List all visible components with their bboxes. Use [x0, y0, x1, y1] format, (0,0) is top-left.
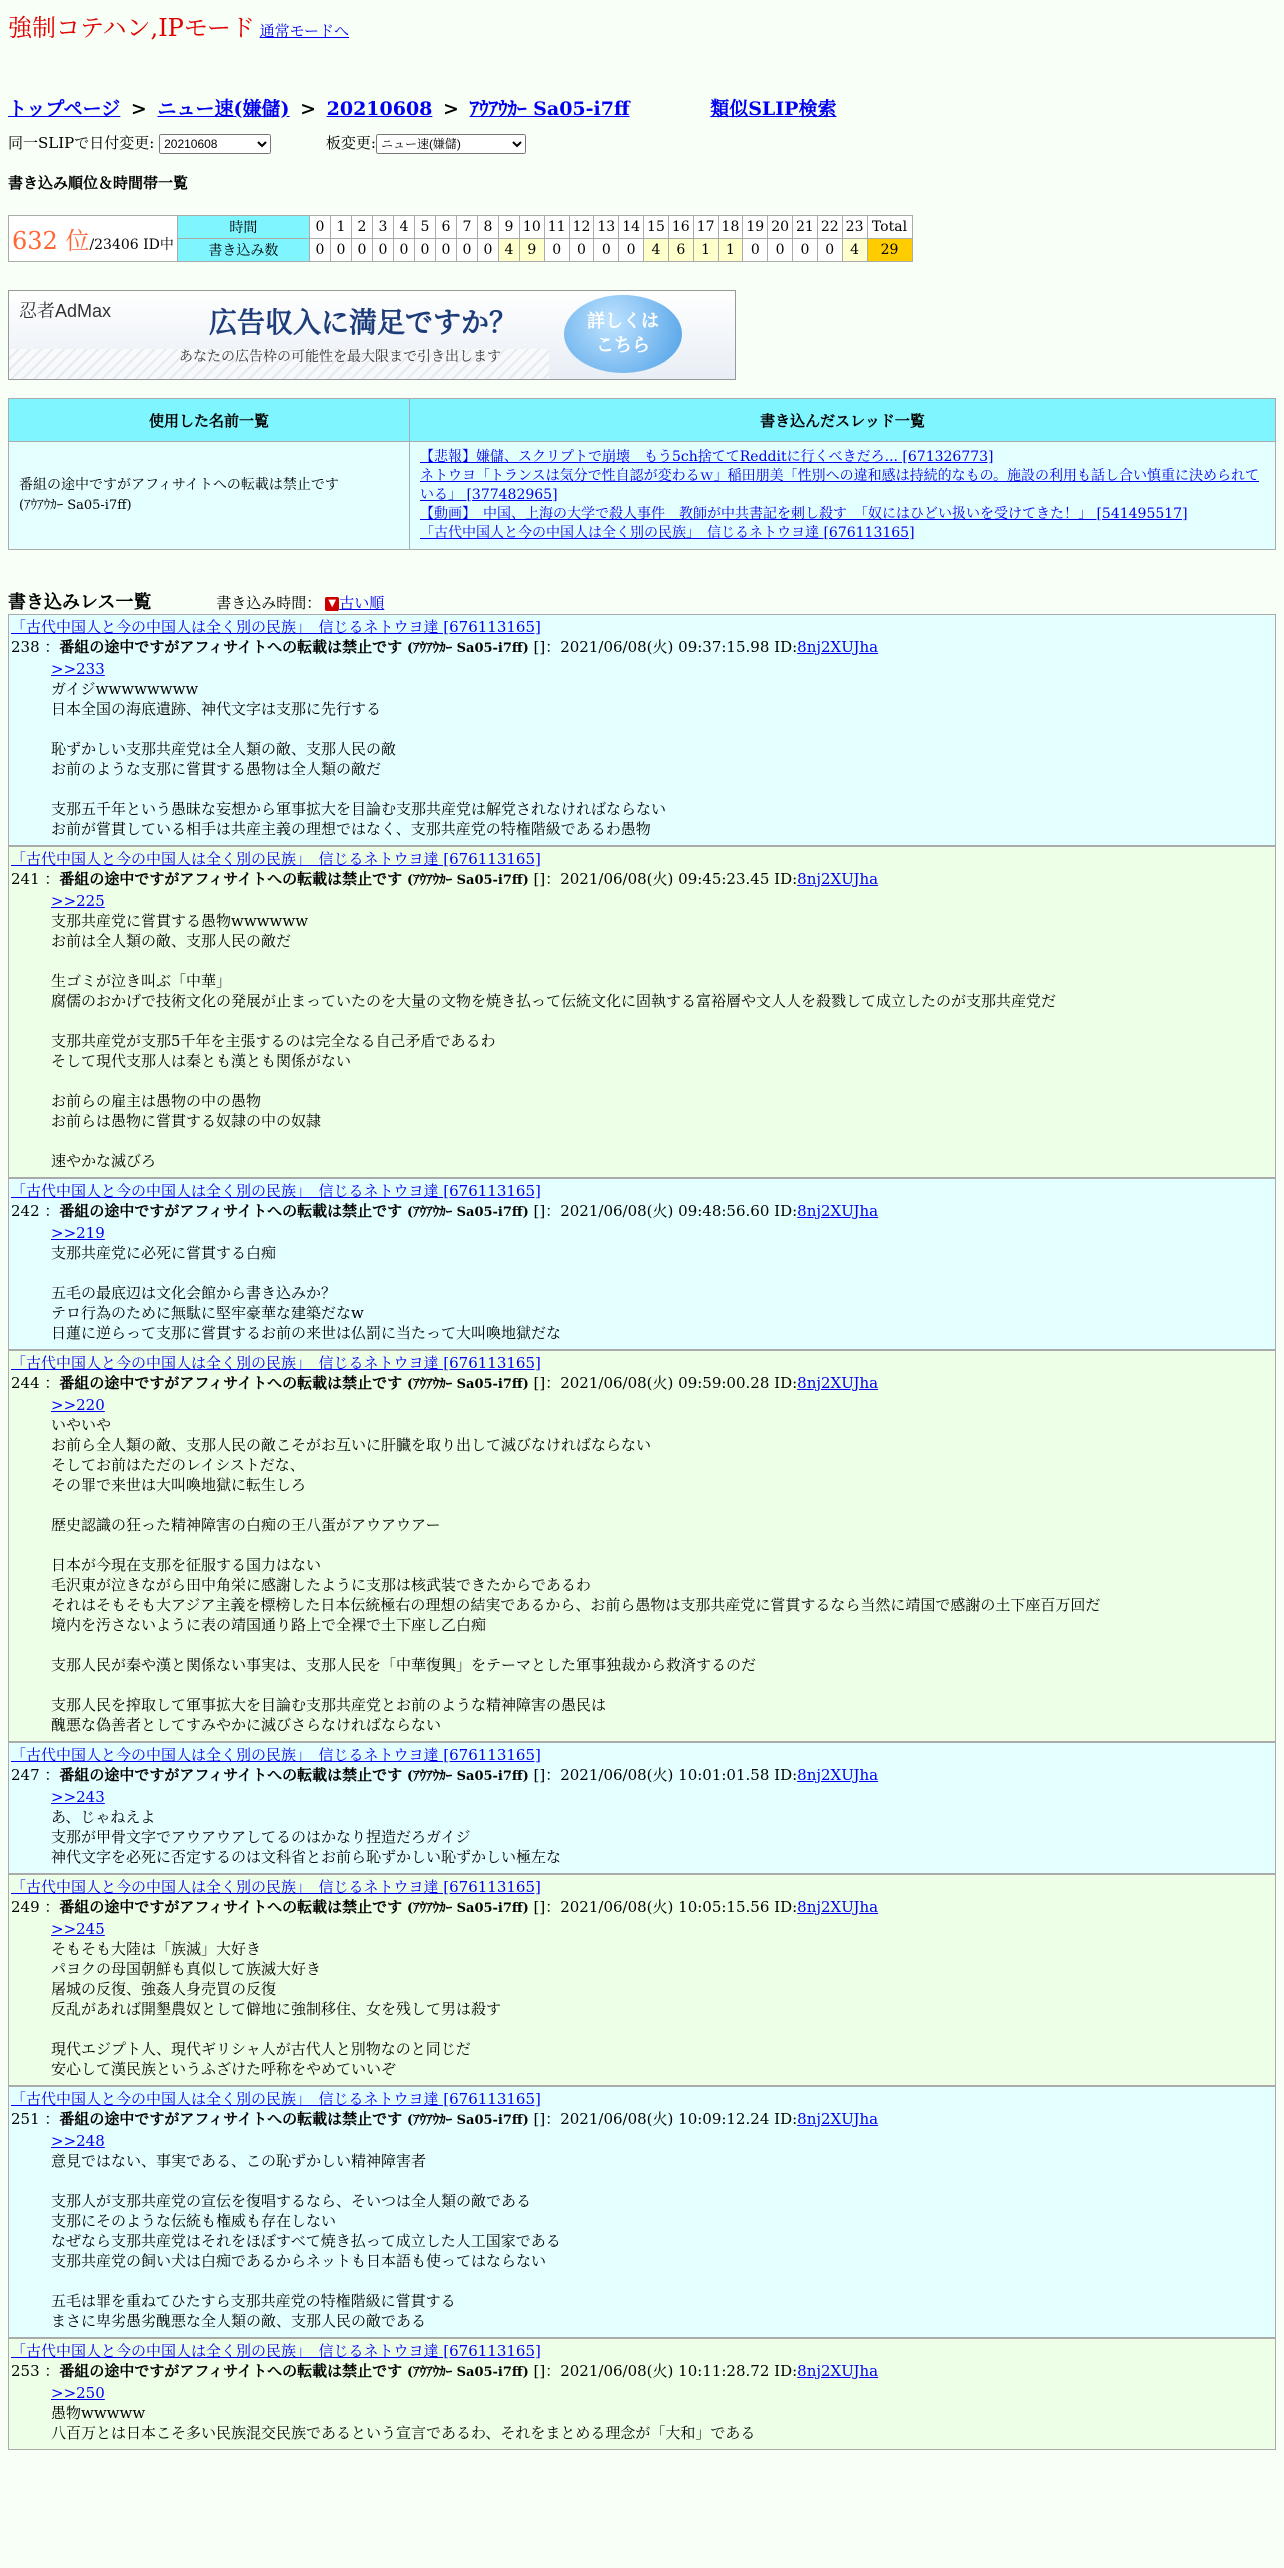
sort-down-icon[interactable]: ▼: [325, 597, 339, 611]
time-label: 時間: [177, 216, 309, 239]
mode-line: [8, 8, 1276, 42]
post-name: 番組の途中ですがアフィサイトへの転載は禁止です: [59, 1898, 403, 1916]
breadcrumb-date-link[interactable]: 20210608: [326, 98, 433, 120]
count-cell: 4: [842, 239, 867, 262]
post-name: 番組の途中ですがアフィサイトへの転載は禁止です: [59, 2110, 403, 2128]
hour-cell: 17: [693, 216, 718, 239]
post-meta: [11, 869, 1273, 891]
date-change-label: 同一SLIPで日付変更:: [8, 134, 155, 152]
post-text: 支那共産党に必死に嘗貫する白痴 五毛の最底辺は文化会館から書き込みか？ テロ行為のために無駄に堅牢豪華な建築だなw 日蓮に逆らって支那に嘗貫するお前の来世は仏罰に当たって大叫喚地獄だな: [51, 1244, 562, 1342]
hour-cell: 1: [330, 216, 351, 239]
count-cell: 4: [644, 239, 669, 262]
count-cell: 0: [544, 239, 569, 262]
post-anchor-link[interactable]: >>233: [51, 660, 105, 678]
count-cell: 0: [594, 239, 619, 262]
name-thread-table: [8, 398, 1276, 550]
breadcrumb-slip-link[interactable]: ｱｳｱｳｶｰ Sa05-i7ff: [469, 98, 630, 120]
post-trip: (ｱｳｱｳｶｰ Sa05-i7ff): [406, 1205, 529, 1220]
ad-logo: 忍者AdMax: [19, 301, 112, 321]
post: [8, 1742, 1276, 1874]
count-cell: 0: [793, 239, 818, 262]
post-date: []：2021/06/08(火) 09:37:15.98 ID:: [533, 638, 798, 656]
breadcrumb: [8, 94, 1276, 122]
post-name: 番組の途中ですがアフィサイトへの転載は禁止です: [59, 1766, 403, 1784]
hour-cell: 4: [393, 216, 414, 239]
post-meta: [11, 2109, 1273, 2131]
post-number: 238 ：: [11, 638, 60, 656]
post-number: 253 ：: [11, 2362, 60, 2380]
names-cell: [9, 442, 410, 550]
post-trip: (ｱｳｱｳｶｰ Sa05-i7ff): [406, 873, 529, 888]
count-label: 書き込み数: [177, 239, 309, 262]
count-cell: 6: [668, 239, 693, 262]
hour-cell: 3: [372, 216, 393, 239]
post-trip: (ｱｳｱｳｶｰ Sa05-i7ff): [406, 1377, 529, 1392]
post-text: いやいや お前ら全人類の敵、支那人民の敵こそがお互いに肝臓を取り出して滅びなければならない そしてお前はただのレイシストだな、 その罪で来世は大叫喚地獄に転生しろ 歴史認識の狂った精神障害の白痴の王八蛋がアウアウアー 日本が今現在支那を征服する国力はない 毛沢東が泣きながら田中角栄に感謝したように支那は核武装できたからであるわ それはそもそも大アジア主義を標榜した日本伝統極右の理想の結実であるから、お前ら愚物は支那共産党に嘗貫するなら当然に靖国で感謝の土下座百万回だ 境内を汚さないように表の靖国通り路上で全裸で土下座し乙白痴 支那人民が秦や漢と関係ない事実は、支那人民を「中華復興」をテーマとした軍事独裁から救済するのだ 支那人民を搾取して軍事拡大を目論む支那共産党とお前のような精神障害の愚民は 醜悪な偽善者としてすみやかに滅びさらなければならない: [51, 1416, 1101, 1734]
post-header: [11, 2089, 1273, 2109]
hour-cell: 18: [718, 216, 743, 239]
hour-cell: 21: [793, 216, 818, 239]
normal-mode-link[interactable]: 通常モードへ: [259, 22, 350, 40]
post-id-link[interactable]: 8nj2XUJha: [797, 1202, 879, 1220]
post-name: 番組の途中ですがアフィサイトへの転載は禁止です: [59, 870, 403, 888]
post-anchor-link[interactable]: >>243: [51, 1788, 105, 1806]
post-meta: [11, 2361, 1273, 2383]
hour-cell: 2: [351, 216, 372, 239]
hour-cell: 5: [414, 216, 435, 239]
post-thread-link[interactable]: 「古代中国人と今の中国人は全く別の民族」 信じるネトウヨ達 [676113165]: [11, 850, 541, 868]
count-cell: 0: [743, 239, 768, 262]
post-body: [11, 2383, 1273, 2443]
breadcrumb-top-link[interactable]: トップページ: [8, 98, 121, 120]
post-anchor-link[interactable]: >>250: [51, 2384, 105, 2402]
post-number: 247 ：: [11, 1766, 60, 1784]
post-trip: (ｱｳｱｳｶｰ Sa05-i7ff): [406, 2113, 529, 2128]
post-body: [11, 1919, 1273, 2079]
hour-cell: 6: [435, 216, 456, 239]
hour-cell: 13: [594, 216, 619, 239]
post-trip: (ｱｳｱｳｶｰ Sa05-i7ff): [406, 1901, 529, 1916]
hour-cell: 15: [644, 216, 669, 239]
post-number: 242 ：: [11, 1202, 60, 1220]
ranking-section-title: 書き込み順位＆時間帯一覧: [8, 174, 189, 192]
post-text: 意見ではない、事実である、この恥ずかしい精神障害者 支那人が支那共産党の宣伝を復唱するなら、そいつは全人類の敵である 支那にそのような伝統も権威も存在しない なぜなら支那共産党はそれをほぼすべて焼き払って成立した人工国家である 支那共産党の飼い犬は白痴であるからネットも日本語も使ってはならない 五毛は罪を重ねてひたすら支那共産党の特権階級に嘗貫する まさに卑劣愚劣醜悪な全人類の敵、支那人民の敵である: [51, 2152, 561, 2330]
post-body: [11, 1787, 1273, 1867]
post-body: [11, 2131, 1273, 2331]
ad-banner[interactable]: [8, 290, 736, 380]
post-meta: [11, 1201, 1273, 1223]
post-trip: (ｱｳｱｳｶｰ Sa05-i7ff): [406, 1769, 529, 1784]
post-meta: [11, 637, 1273, 659]
count-cell: 0: [477, 239, 498, 262]
post-date: []：2021/06/08(火) 09:48:56.60 ID:: [533, 1202, 798, 1220]
hour-cell: 11: [544, 216, 569, 239]
post-text: あ、じゃねえよ 支那が甲骨文字でアウアウアしてるのはかなり捏造だろガイジ 神代文字を必死に否定するのは文科省とお前ら恥ずかしい恥ずかしい極左な: [51, 1808, 562, 1866]
count-cell: 0: [414, 239, 435, 262]
res-list-title: 書き込みレス一覧: [8, 592, 152, 613]
hour-cell: 16: [668, 216, 693, 239]
total-label: Total: [867, 216, 912, 239]
sort-label: 書き込み時間：: [216, 594, 322, 612]
names-header: 使用した名前一覧: [9, 399, 410, 442]
hour-cell: 14: [619, 216, 644, 239]
post-name: 番組の途中ですがアフィサイトへの転載は禁止です: [59, 1202, 403, 1220]
post-header: [11, 849, 1273, 869]
post-id-link[interactable]: 8nj2XUJha: [797, 2110, 879, 2128]
count-cell: 0: [619, 239, 644, 262]
post-header: [11, 2341, 1273, 2361]
hour-cell: 7: [456, 216, 477, 239]
hour-cell: 8: [477, 216, 498, 239]
mode-title: 強制コテハン,IPモード: [8, 14, 255, 42]
hour-cell: 20: [768, 216, 793, 239]
post-text: ガイジwwwwwwww 日本全国の海底遺跡、神代文字は支那に先行する 恥ずかしい支那共産党は全人類の敵、支那人民の敵 お前のような支那に嘗貫する愚物は全人類の敵だ 支那五千年という愚昧な妄想から軍事拡大を目論む支那共産党は解党されなければならない お前が嘗貫している相手は共産主義の理想ではなく、支那共産党の特権階級であるわ愚物: [51, 680, 667, 838]
post-body: [11, 659, 1273, 839]
post-thread-link[interactable]: 「古代中国人と今の中国人は全く別の民族」 信じるネトウヨ達 [676113165]: [11, 1182, 541, 1200]
count-cell: 0: [330, 239, 351, 262]
post-thread-link[interactable]: 「古代中国人と今の中国人は全く別の民族」 信じるネトウヨ達 [676113165]: [11, 2090, 541, 2108]
count-cell: 0: [309, 239, 330, 262]
post-id-link[interactable]: 8nj2XUJha: [797, 1766, 879, 1784]
post-name: 番組の途中ですがアフィサイトへの転載は禁止です: [59, 2362, 403, 2380]
posts-list: [8, 614, 1276, 2450]
post-number: 244 ：: [11, 1374, 60, 1392]
ad-details-label: 詳しくは こちら: [587, 311, 659, 355]
thread-link[interactable]: 「古代中国人と今の中国人は全く別の民族」 信じるネトウヨ達 [676113165]: [420, 525, 915, 541]
count-cell: 1: [693, 239, 718, 262]
rank-total: /23406 ID中: [89, 237, 174, 253]
count-cell: 0: [393, 239, 414, 262]
post-id-link[interactable]: 8nj2XUJha: [797, 870, 879, 888]
post-header: [11, 617, 1273, 637]
hour-cell: 19: [743, 216, 768, 239]
post-header: [11, 1353, 1273, 1373]
post-meta: [11, 1765, 1273, 1787]
post: [8, 614, 1276, 846]
post-number: 249 ：: [11, 1898, 60, 1916]
count-cell: 0: [456, 239, 477, 262]
count-cell: 4: [498, 239, 519, 262]
post-text: そもそも大陸は「族滅」大好き パヨクの母国朝鮮も真似して族滅大好き 屠城の反復、強姦人身売買の反復 反乱があれば開墾農奴として僻地に強制移住、女を残して男は殺す 現代エジプト人、現代ギリシャ人が古代人と別物なのと同じだ 安心して漢民族というふざけた呼称をやめていいぞ: [51, 1940, 502, 2078]
count-cell: 0: [351, 239, 372, 262]
post-thread-link[interactable]: 「古代中国人と今の中国人は全く別の民族」 信じるネトウヨ達 [676113165]: [11, 618, 541, 636]
select-bar: [8, 132, 1276, 156]
post-anchor-link[interactable]: >>219: [51, 1224, 105, 1242]
post-trip: (ｱｳｱｳｶｰ Sa05-i7ff): [406, 2365, 529, 2380]
post: [8, 1178, 1276, 1350]
post-date: []：2021/06/08(火) 09:45:23.45 ID:: [533, 870, 798, 888]
similar-slip-search-link[interactable]: 類似SLIP検索: [710, 98, 837, 120]
count-cell: 0: [817, 239, 842, 262]
post-thread-link[interactable]: 「古代中国人と今の中国人は全く別の民族」 信じるネトウヨ達 [676113165]: [11, 1878, 541, 1896]
rank-number: 632 位: [12, 227, 90, 255]
post-body: [11, 891, 1273, 1171]
post-date: []：2021/06/08(火) 10:05:15.56 ID:: [533, 1898, 798, 1916]
post-meta: [11, 1897, 1273, 1919]
post-header: [11, 1745, 1273, 1765]
ad-subtext: あなたの広告枠の可能性を最大限まで引き出します: [179, 348, 501, 364]
hour-cell: 0: [309, 216, 330, 239]
hour-cell: 23: [842, 216, 867, 239]
ranking-table: [8, 215, 913, 262]
breadcrumb-separator: >: [300, 98, 316, 120]
post-header: [11, 1877, 1273, 1897]
count-cell: 0: [569, 239, 594, 262]
post-anchor-link[interactable]: >>220: [51, 1396, 105, 1414]
post-id-link[interactable]: 8nj2XUJha: [797, 1898, 879, 1916]
count-cell: 1: [718, 239, 743, 262]
post: [8, 2086, 1276, 2338]
used-name-trip: (ｱｳｱｳｶｰ Sa05-i7ff): [19, 498, 132, 513]
ad-headline: 広告収入に満足ですか？: [209, 307, 518, 338]
post-date: []：2021/06/08(火) 10:11:28.72 ID:: [533, 2362, 798, 2380]
thread-link[interactable]: 【動画】 中国、上海の大学で殺人事件 教師が中共書記を刺し殺す 「奴にはひどい扱いを受けてきた！」 [541495517]: [420, 506, 1188, 522]
post: [8, 1350, 1276, 1742]
post-thread-link[interactable]: 「古代中国人と今の中国人は全く別の民族」 信じるネトウヨ達 [676113165]: [11, 1354, 541, 1372]
post-thread-link[interactable]: 「古代中国人と今の中国人は全く別の民族」 信じるネトウヨ達 [676113165]: [11, 1746, 541, 1764]
total-value: 29: [867, 239, 912, 262]
post-text: 支那共産党に嘗貫する愚物wwwwww お前は全人類の敵、支那人民の敵だ 生ゴミが泣き叫ぶ「中華」 腐儒のおかげで技術文化の発展が止まっていたのを大量の文物を焼き払って伝統文化に固執する富裕層や文人人を殺戮して成立したのが支那共産党だ 支那共産党が支那5千年を主張するのは完全なる自己矛盾であるわ そして現代支那人は秦とも漢とも関係がない お前らの雇主は愚物の中の愚物 お前らは愚物に嘗貫する奴隷の中の奴隷 速やかな滅びろ: [51, 912, 1057, 1170]
thread-link[interactable]: 【悲報】嫌儲、スクリプトで崩壊 もう5ch捨ててRedditに行くべきだろ... [671326773]: [420, 449, 994, 465]
used-name: 番組の途中ですがアフィサイトへの転載は禁止です: [19, 477, 339, 493]
post-text: 愚物wwwww 八百万とは日本こそ多い民族混交民族であるという宣言であるわ、それをまとめる理念が「大和」である: [51, 2404, 756, 2442]
breadcrumb-board-link[interactable]: ニュー速(嫌儲): [157, 98, 290, 120]
post: [8, 1874, 1276, 2086]
board-change-label: 板変更:: [325, 134, 376, 152]
breadcrumb-separator: >: [443, 98, 459, 120]
post-thread-link[interactable]: 「古代中国人と今の中国人は全く別の民族」 信じるネトウヨ達 [676113165]: [11, 2342, 541, 2360]
date-select[interactable]: [159, 134, 271, 154]
post-body: [11, 1395, 1273, 1735]
breadcrumb-separator: >: [130, 98, 147, 120]
post-anchor-link[interactable]: >>248: [51, 2132, 105, 2150]
post-body: [11, 1223, 1273, 1343]
post-anchor-link[interactable]: >>225: [51, 892, 105, 910]
hour-cell: 9: [498, 216, 519, 239]
count-cell: 0: [768, 239, 793, 262]
post: [8, 846, 1276, 1178]
sort-oldest-link[interactable]: 古い順: [339, 594, 385, 612]
post-id-link[interactable]: 8nj2XUJha: [797, 638, 879, 656]
hour-cell: 12: [569, 216, 594, 239]
post-date: []：2021/06/08(火) 10:01:01.58 ID:: [533, 1766, 798, 1784]
post: [8, 2338, 1276, 2450]
post-id-link[interactable]: 8nj2XUJha: [797, 2362, 879, 2380]
thread-link[interactable]: ネトウヨ「トランスは気分で性自認が変わるｗ」稲田朋美「性別への違和感は持続的なもの。施設の利用も話し合い慎重に決められている」 [377482965]: [420, 468, 1260, 503]
post-header: [11, 1181, 1273, 1201]
count-cell: 0: [435, 239, 456, 262]
res-list-header: [8, 588, 1276, 614]
post-id-link[interactable]: 8nj2XUJha: [797, 1374, 879, 1392]
post-anchor-link[interactable]: >>245: [51, 1920, 105, 1938]
post-name: 番組の途中ですがアフィサイトへの転載は禁止です: [59, 638, 403, 656]
post-date: []：2021/06/08(火) 09:59:00.28 ID:: [533, 1374, 798, 1392]
count-cell: 9: [519, 239, 544, 262]
hour-cell: 10: [519, 216, 544, 239]
ad-details-button[interactable]: [564, 295, 682, 373]
post-number: 251 ：: [11, 2110, 60, 2128]
post-name: 番組の途中ですがアフィサイトへの転載は禁止です: [59, 1374, 403, 1392]
post-meta: [11, 1373, 1273, 1395]
rank-cell: [9, 216, 178, 262]
post-number: 241 ：: [11, 870, 60, 888]
board-select[interactable]: [376, 134, 526, 154]
hour-cell: 22: [817, 216, 842, 239]
count-cell: 0: [372, 239, 393, 262]
threads-cell: [410, 442, 1276, 550]
post-date: []：2021/06/08(火) 10:09:12.24 ID:: [533, 2110, 798, 2128]
post-trip: (ｱｳｱｳｶｰ Sa05-i7ff): [406, 641, 529, 656]
threads-header: 書き込んだスレッド一覧: [410, 399, 1276, 442]
